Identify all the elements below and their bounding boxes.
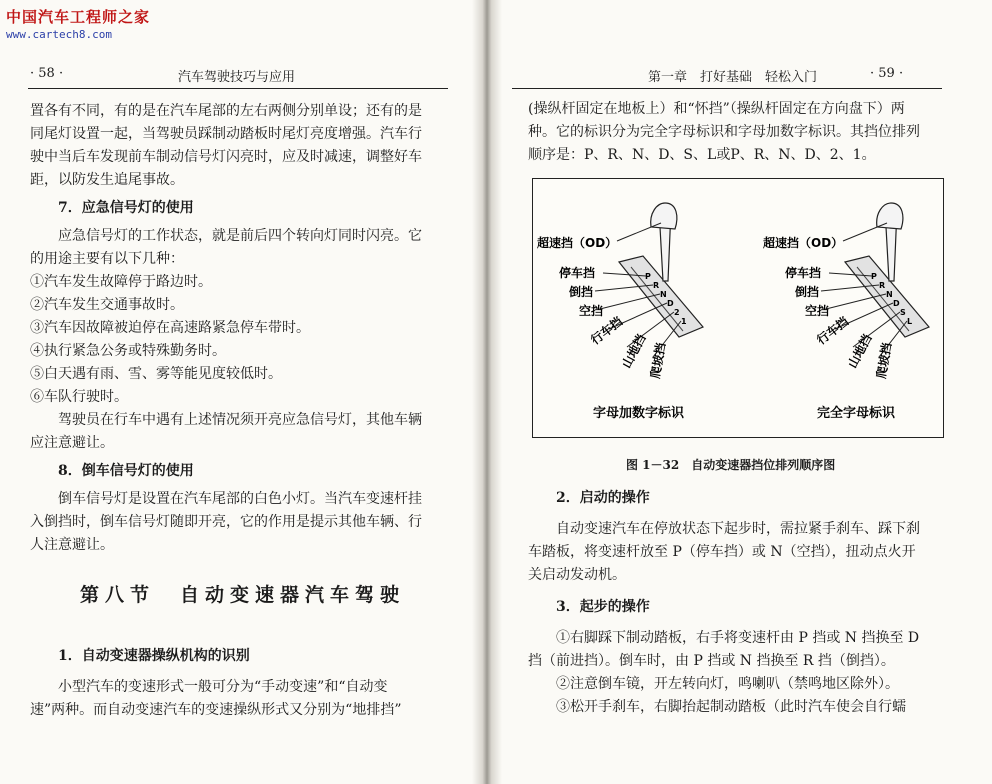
gate-letter: N	[660, 290, 667, 299]
body-line: 置各有不同，有的是在汽车尾部的左右两侧分别单设；还有的是	[30, 103, 422, 119]
body-line: 种。它的标识分为完全字母标识和字母加数字标识。其挡位排列	[528, 124, 920, 140]
watermark	[6, 6, 150, 41]
body-line: 同尾灯设置一起，当驾驶员踩制动踏板时尾灯亮度增强。汽车行	[30, 126, 422, 142]
section-heading: 8．倒车信号灯的使用	[58, 463, 194, 479]
section-heading: 1．自动变速器操纵机构的识别	[58, 648, 250, 664]
list-item: ①汽车发生故障停于路边时。	[30, 274, 212, 290]
label-park: 停车挡	[785, 266, 822, 280]
right-page-number: · 59 ·	[870, 66, 904, 81]
left-header-rule	[28, 88, 448, 89]
watermark-title: 中国汽车工程师之家	[6, 8, 151, 26]
gate-letter: R	[879, 281, 886, 290]
list-item: ③汽车因故障被迫停在高速路紧急停车带时。	[30, 320, 310, 336]
body-line: 速”两种。而自动变速汽车的变速操纵形式又分别为“地排挡”	[30, 702, 402, 718]
left-body	[30, 100, 455, 557]
label-mountain: 山地挡	[619, 332, 649, 371]
list-item: ⑤白天遇有雨、雪、雾等能见度较低时。	[30, 366, 282, 382]
body-line: 入倒挡时，倒车信号灯随即开亮，它的作用是提示其他车辆、行	[30, 514, 422, 530]
body-line: 距，以防发生追尾事故。	[30, 172, 184, 188]
body-line: 顺序是：P、R、N、D、S、L或P、R、N、D、2、1。	[528, 147, 876, 163]
figure-caption: 图 1－32 自动变速器挡位排列顺序图	[626, 458, 836, 472]
label-overdrive: 超速挡（OD）	[537, 236, 618, 250]
section-heading: 3．起步的操作	[556, 599, 650, 615]
right-intro	[528, 98, 948, 167]
gate-letter: 2	[674, 308, 680, 317]
watermark-url: www.cartech8.com	[6, 28, 112, 41]
body-line: 人注意避让。	[30, 537, 114, 553]
label-neutral: 空挡	[805, 304, 830, 318]
body-line: 驶中当后车发现前车制动信号灯闪亮时，应及时减速，调整好车	[30, 149, 422, 165]
body-line: 应注意避让。	[30, 435, 114, 451]
label-drive: 行车挡	[588, 314, 626, 348]
label-park: 停车挡	[559, 266, 596, 280]
gate-letter: 1	[681, 317, 687, 326]
label-mountain: 山地挡	[845, 332, 875, 371]
body-line: ①右脚踩下制动踏板，右手将变速杆由 P 挡或 N 挡换至 D	[556, 630, 920, 646]
panel-caption: 字母加数字标识	[593, 406, 685, 421]
right-panel	[763, 203, 929, 421]
left-running-head: 汽车驾驶技巧与应用	[178, 70, 296, 85]
body-line: 小型汽车的变速形式一般可分为“手动变速”和“自动变	[58, 679, 388, 695]
right-header-rule	[512, 88, 942, 89]
body-line: 驾驶员在行车中遇有上述情况须开亮应急信号灯，其他车辆	[58, 412, 422, 428]
book-gutter	[472, 0, 502, 784]
body-line: 倒车信号灯是设置在汽车尾部的白色小灯。当汽车变速杆挂	[58, 491, 422, 507]
figure-gear-diagram	[532, 178, 944, 438]
body-line: 的用途主要有以下几种：	[30, 251, 184, 267]
gate-letter: R	[653, 281, 660, 290]
body-line: 关启动发动机。	[528, 567, 626, 583]
list-item: ②汽车发生交通事故时。	[30, 297, 184, 313]
right-body	[528, 482, 948, 719]
label-climb: 爬坡挡	[648, 341, 669, 380]
label-climb: 爬坡挡	[874, 341, 895, 380]
gate-letter: L	[907, 317, 913, 326]
panel-caption: 完全字母标识	[817, 406, 896, 421]
chapter-title: 第八节 自动变速器汽车驾驶	[79, 584, 405, 606]
left-body-bottom	[30, 640, 455, 722]
body-line: 自动变速汽车在停放状态下起步时，需拉紧手刹车、踩下刹	[556, 521, 920, 537]
gate-letter: P	[645, 272, 651, 281]
label-neutral: 空挡	[579, 304, 604, 318]
right-running-head: 第一章 打好基础 轻松入门	[648, 70, 818, 85]
body-line: ③松开手刹车，右脚抬起制动踏板（此时汽车使会自行蠕	[556, 699, 906, 715]
body-line: 应急信号灯的工作状态，就是前后四个转向灯同时闪亮。它	[58, 228, 422, 244]
body-line: 车踏板，将变速杆放至 P（停车挡）或 N（空挡），扭动点火开	[528, 544, 916, 560]
gate-letter: N	[886, 290, 893, 299]
label-reverse: 倒挡	[795, 285, 820, 299]
label-drive: 行车挡	[814, 314, 852, 348]
label-reverse: 倒挡	[569, 285, 594, 299]
body-line: ②注意倒车镜，开左转向灯，鸣喇叭（禁鸣地区除外）。	[556, 676, 899, 692]
body-line: (操纵杆固定在地板上）和“怀挡”（操纵杆固定在方向盘下）两	[528, 101, 905, 117]
gate-letter: P	[871, 272, 877, 281]
gate-letter: S	[900, 308, 906, 317]
list-item: ④执行紧急公务或特殊勤务时。	[30, 343, 226, 359]
left-page-number: · 58 ·	[30, 66, 64, 81]
gate-letter: D	[893, 299, 900, 308]
left-page	[0, 0, 482, 784]
gear-diagram-svg	[533, 179, 943, 437]
body-line: 挡（前进挡）。倒车时，由 P 挡或 N 挡换至 R 挡（倒挡）。	[528, 653, 895, 669]
gate-letter: D	[667, 299, 674, 308]
label-overdrive: 超速挡（OD）	[763, 236, 844, 250]
left-panel	[537, 203, 703, 421]
section-heading: 7．应急信号灯的使用	[58, 200, 194, 216]
list-item: ⑥车队行驶时。	[30, 389, 128, 405]
section-heading: 2．启动的操作	[556, 490, 650, 506]
